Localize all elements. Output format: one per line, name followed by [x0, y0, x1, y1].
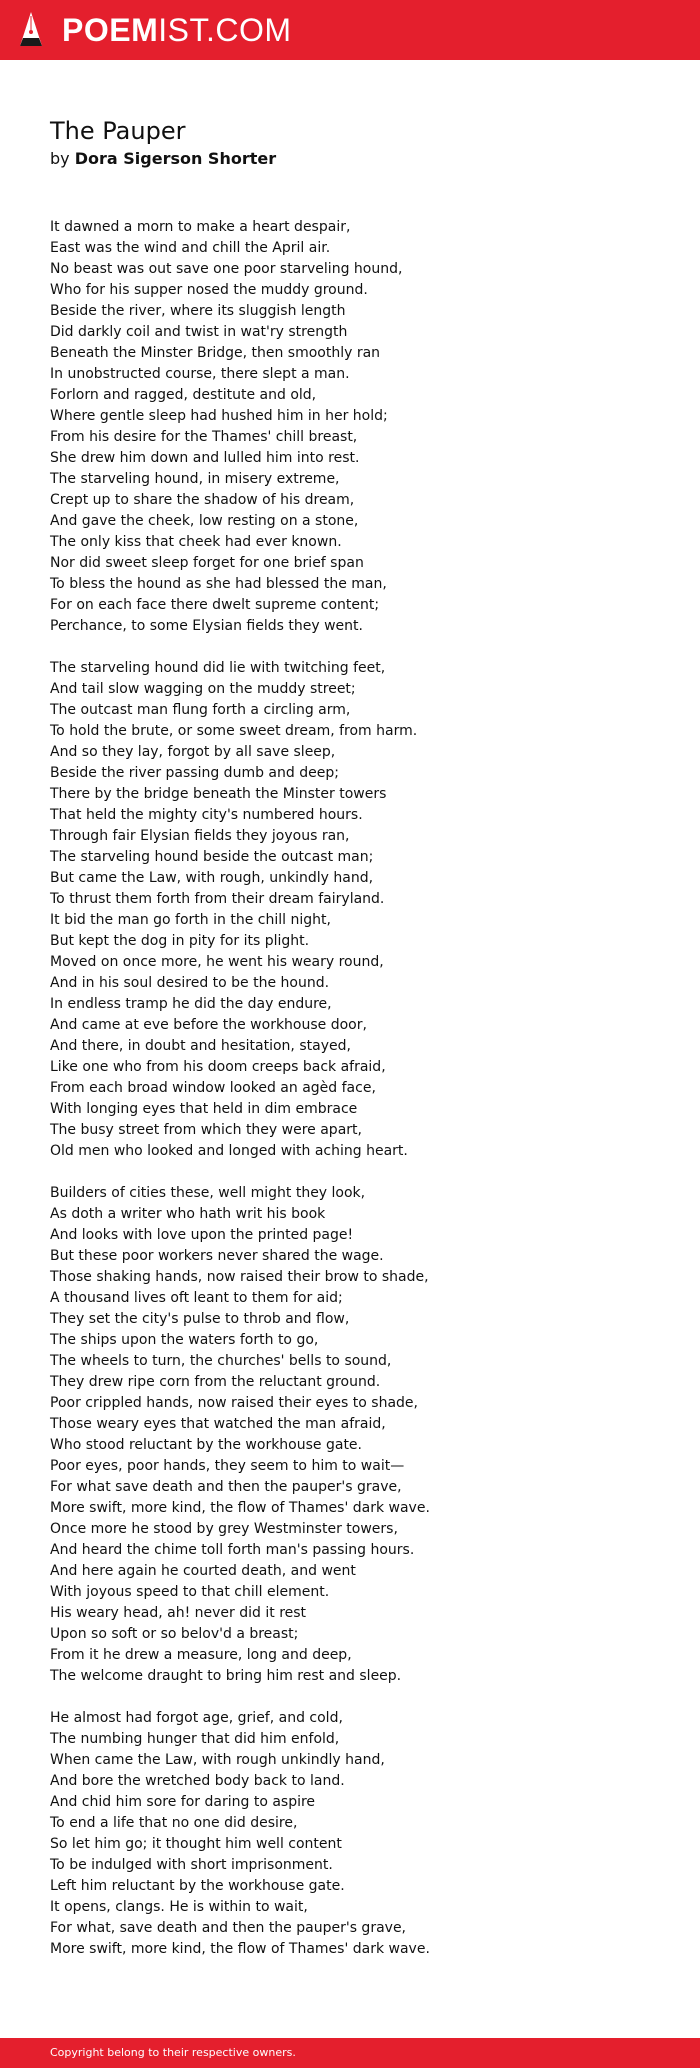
poem-line: But these poor workers never shared the wage.: [50, 1248, 384, 1264]
poem-body: [50, 217, 670, 1981]
poem-line: Moved on once more, he went his weary round,: [50, 954, 384, 970]
poem-line: And came at eve before the workhouse door,: [50, 1017, 367, 1033]
poem-line: For what, save death and then the pauper's grave,: [50, 1920, 407, 1936]
poem-line: The numbing hunger that did him enfold,: [50, 1731, 340, 1747]
poem-line: So let him go; it thought him well content: [50, 1836, 342, 1852]
poem-line: To thrust them forth from their dream fairyland.: [50, 891, 385, 907]
poem-line: The starveling hound beside the outcast man;: [50, 849, 374, 865]
poem-line: For what save death and then the pauper's grave,: [50, 1479, 402, 1495]
poem-line: Perchance, to some Elysian fields they went.: [50, 618, 363, 634]
poem-line: Beside the river, where its sluggish length: [50, 303, 346, 319]
poem-line: It bid the man go forth in the chill night,: [50, 912, 331, 928]
poem-line: They set the city's pulse to throb and flow,: [50, 1311, 350, 1327]
poem-line: Those weary eyes that watched the man afraid,: [50, 1416, 386, 1432]
poem-line: And chid him sore for daring to aspire: [50, 1794, 316, 1810]
site-header: [0, 0, 700, 60]
pen-nib-logo-icon[interactable]: [18, 10, 44, 54]
poem-line: Did darkly coil and twist in wat'ry strength: [50, 324, 348, 340]
poem-line: The busy street from which they were apart,: [50, 1122, 362, 1138]
poem-line: That held the mighty city's numbered hours.: [50, 807, 363, 823]
poem-line: The starveling hound did lie with twitching feet,: [50, 660, 386, 676]
poem-line: In endless tramp he did the day endure,: [50, 996, 332, 1012]
poem-line: To be indulged with short imprisonment.: [50, 1857, 333, 1873]
poem-line: It opens, clangs. He is within to wait,: [50, 1899, 308, 1915]
poem-stanza: [50, 658, 670, 1162]
poem-line: No beast was out save one poor starveling hound,: [50, 261, 403, 277]
poem-line: And gave the cheek, low resting on a stone,: [50, 513, 359, 529]
poem-line: More swift, more kind, the flow of Thames' dark wave.: [50, 1500, 430, 1516]
poem-line: More swift, more kind, the flow of Thames' dark wave.: [50, 1941, 430, 1957]
poem-line: In unobstructed course, there slept a man.: [50, 366, 350, 382]
poem-line: Builders of cities these, well might they look,: [50, 1185, 366, 1201]
poem-line: They drew ripe corn from the reluctant ground.: [50, 1374, 381, 1390]
poem-line: Forlorn and ragged, destitute and old,: [50, 387, 317, 403]
poem-line: And looks with love upon the printed page!: [50, 1227, 354, 1243]
poem-line: He almost had forgot age, grief, and cold,: [50, 1710, 343, 1726]
poem-line: His weary head, ah! never did it rest: [50, 1605, 307, 1621]
poem-line: East was the wind and chill the April air.: [50, 240, 331, 256]
site-logo-link[interactable]: [62, 10, 292, 50]
poem-line: And in his soul desired to be the hound.: [50, 975, 330, 991]
poem-line: To end a life that no one did desire,: [50, 1815, 298, 1831]
poem-line: To bless the hound as she had blessed the man,: [50, 576, 387, 592]
poem-line: The starveling hound, in misery extreme,: [50, 471, 340, 487]
poem-byline: [50, 148, 276, 170]
by-label: by: [50, 149, 70, 168]
poem-line: Who stood reluctant by the workhouse gate.: [50, 1437, 362, 1453]
poem-line: As doth a writer who hath writ his book: [50, 1206, 326, 1222]
site-footer: [0, 2038, 700, 2068]
poem-line: From his desire for the Thames' chill breast,: [50, 429, 358, 445]
poem-stanza: [50, 217, 670, 637]
poem-title: The Pauper: [50, 117, 186, 145]
poem-line: With joyous speed to that chill element.: [50, 1584, 330, 1600]
poem-line: With longing eyes that held in dim embrace: [50, 1101, 358, 1117]
logo-text-light: IST.COM: [158, 12, 292, 48]
poem-line: There by the bridge beneath the Minster towers: [50, 786, 387, 802]
poem-line: The only kiss that cheek had ever known.: [50, 534, 342, 550]
poem-line: Old men who looked and longed with aching heart.: [50, 1143, 408, 1159]
poem-line: Where gentle sleep had hushed him in her hold;: [50, 408, 388, 424]
poem-line: And so they lay, forgot by all save sleep,: [50, 744, 336, 760]
poem-stanza: [50, 1708, 670, 1960]
poem-line: A thousand lives oft leant to them for aid;: [50, 1290, 343, 1306]
poem-line: The ships upon the waters forth to go,: [50, 1332, 319, 1348]
poem-line: From each broad window looked an agèd face,: [50, 1080, 376, 1096]
poem-line: When came the Law, with rough unkindly hand,: [50, 1752, 385, 1768]
poem-line: Crept up to share the shadow of his dream,: [50, 492, 355, 508]
poem-line: For on each face there dwelt supreme content;: [50, 597, 380, 613]
poem-line: But came the Law, with rough, unkindly hand,: [50, 870, 374, 886]
poem-line: Upon so soft or so belov'd a breast;: [50, 1626, 299, 1642]
logo-text-bold: POEM: [62, 12, 159, 48]
poem-line: Poor crippled hands, now raised their eyes to shade,: [50, 1395, 418, 1411]
poem-line: Beneath the Minster Bridge, then smoothly ran: [50, 345, 381, 361]
poem-line: The outcast man flung forth a circling arm,: [50, 702, 351, 718]
poem-line: But kept the dog in pity for its plight.: [50, 933, 310, 949]
poem-stanza: [50, 1183, 670, 1687]
copyright-notice: Copyright belong to their respective owners.: [50, 2046, 296, 2059]
poem-line: It dawned a morn to make a heart despair,: [50, 219, 351, 235]
poem-line: And heard the chime toll forth man's passing hours.: [50, 1542, 415, 1558]
poem-line: Poor eyes, poor hands, they seem to him to wait—: [50, 1458, 405, 1474]
poem-line: Left him reluctant by the workhouse gate.: [50, 1878, 345, 1894]
poem-author: Dora Sigerson Shorter: [74, 149, 277, 168]
poem-line: From it he drew a measure, long and deep,: [50, 1647, 352, 1663]
poem-line: Who for his supper nosed the muddy ground.: [50, 282, 368, 298]
poem-line: Nor did sweet sleep forget for one brief span: [50, 555, 364, 571]
poem-line: Those shaking hands, now raised their brow to shade,: [50, 1269, 429, 1285]
poem-line: Through fair Elysian fields they joyous ran,: [50, 828, 350, 844]
poem-line: To hold the brute, or some sweet dream, from harm.: [50, 723, 418, 739]
poem-line: And tail slow wagging on the muddy street;: [50, 681, 356, 697]
poem-line: Beside the river passing dumb and deep;: [50, 765, 339, 781]
poem-line: And here again he courted death, and went: [50, 1563, 356, 1579]
poem-line: The welcome draught to bring him rest and sleep.: [50, 1668, 402, 1684]
poem-line: Once more he stood by grey Westminster towers,: [50, 1521, 398, 1537]
poem-line: The wheels to turn, the churches' bells to sound,: [50, 1353, 392, 1369]
poem-line: And there, in doubt and hesitation, stayed,: [50, 1038, 351, 1054]
poem-line: Like one who from his doom creeps back afraid,: [50, 1059, 386, 1075]
poem-line: She drew him down and lulled him into rest.: [50, 450, 360, 466]
poem-line: And bore the wretched body back to land.: [50, 1773, 345, 1789]
